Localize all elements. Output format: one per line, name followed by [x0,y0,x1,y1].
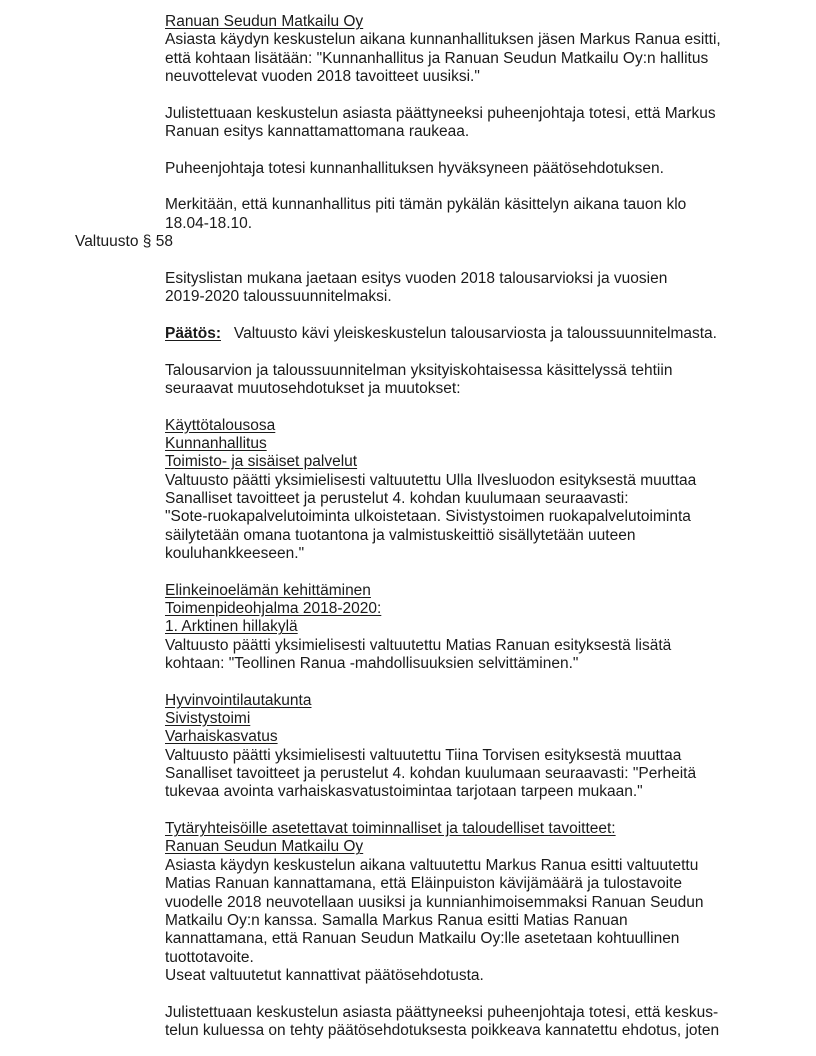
document-line [0,105,816,123]
text-segment: Asiasta käydyn keskustelun aikana kunnanhallituksen jäsen Markus Ranua esitti, [165,31,721,49]
text-segment: kohtaan: "Teollinen Ranua -mahdollisuuksien selvittäminen." [165,655,579,673]
document-line [0,490,816,508]
text-segment: tukevaa avointa varhaiskasvatustoimintaa tarjotaan tarpeen mukaan." [165,783,643,801]
text-segment: Ranuan esitys kannattamattomana raukeaa. [165,123,470,141]
margin-note-line [0,233,816,251]
document-line [0,453,816,471]
blank-line [0,985,816,1003]
heading-text-segment: Kunnanhallitus [165,434,267,452]
document-line [0,31,816,49]
document-line [0,600,816,618]
document-line [0,728,816,746]
document-line [0,196,816,214]
heading-text-segment: Ranuan Seudun Matkailu Oy [165,13,364,30]
blank-line [0,343,816,361]
document-line [0,875,816,893]
text-segment: kouluhankkeeseen." [165,544,305,562]
heading-text-segment: Käyttötalousosa [165,416,276,434]
document-line [0,380,816,398]
document-line [0,417,816,435]
document-line [0,68,816,86]
document-line [0,50,816,68]
document-line [0,820,816,838]
text-segment: Valtuusto kävi yleiskeskustelun talousarviosta ja taloussuunnitelmasta. [221,324,717,342]
document-line [0,912,816,930]
heading-text-segment: 1. Arktinen hillakylä [165,618,298,636]
document-line [0,545,816,563]
heading-text-segment: Tytäryhteisöille asetettavat toiminnalliset ja taloudelliset tavoitteet: [165,820,616,838]
heading-text-segment: Sivistystoimi [165,710,251,728]
text-segment: neuvottelevat vuoden 2018 tavoitteet uusiksi." [165,68,480,86]
heading-text-segment: Toimenpideohjalma 2018-2020: [165,600,382,617]
document-line [0,838,816,856]
text-segment: Puheenjohtaja totesi kunnanhallituksen hyväksyneen päätösehdotuksen. [165,159,664,177]
blank-line [0,307,816,325]
document-line [0,692,816,710]
document-line [0,765,816,783]
heading-text-segment: Elinkeinoelämän kehittäminen [165,581,371,599]
text-segment: Asiasta käydyn keskustelun aikana valtuutettu Markus Ranua esitti valtuutettu [165,856,699,874]
document-line [0,747,816,765]
text-segment: vuodelle 2018 neuvotellaan uusiksi ja kunnianhimoisemmaksi Ranuan Seudun [165,893,704,911]
heading-text-segment: Hyvinvointilautakunta [165,691,312,709]
text-segment: säilytetään omana tuotantona ja valmistuskeittiö sisällytetään uuteen [165,526,636,544]
blank-line [0,86,816,104]
text-segment: Valtuusto päätti yksimielisesti valtuutettu Matias Ranuan esityksestä lisätä [165,636,672,654]
document-line [0,288,816,306]
document-line [0,1004,816,1022]
document-line [0,857,816,875]
document-line [0,270,816,288]
text-segment: 18.04-18.10. [165,214,253,232]
document-line [0,655,816,673]
text-segment: kannattamana, että Ranuan Seudun Matkailu Oy:lle asetetaan kohtuullinen [165,930,680,948]
text-segment: Sanalliset tavoitteet ja perustelut 4. kohdan kuulumaan seuraavasti: "Perheitä [165,765,697,783]
document-line [0,362,816,380]
document-line [0,435,816,453]
document-line [0,215,816,233]
blank-line [0,673,816,691]
text-segment: Sanalliset tavoitteet ja perustelut 4. kohdan kuulumaan seuraavasti: [165,489,629,507]
blank-line [0,563,816,581]
text-segment: 2019-2020 taloussuunnitelmaksi. [165,288,392,306]
text-segment: Useat valtuutetut kannattivat päätösehdotusta. [165,966,484,984]
heading-text-segment: Ranuan Seudun Matkailu Oy [165,838,364,856]
heading-text-segment: Varhaiskasvatus [165,728,278,746]
document-line [0,472,816,490]
text-segment: Esityslistan mukana jaetaan esitys vuoden 2018 talousarvioksi ja vuosien [165,269,668,287]
text-segment: Merkitään, että kunnanhallitus piti tämän pykälän käsittelyn aikana tauon klo [165,196,687,214]
document-line [0,930,816,948]
document-line [0,783,816,801]
text-segment: Talousarvion ja taloussuunnitelman yksityiskohtaisessa käsittelyssä tehtiin [165,361,673,379]
document-line [0,1022,816,1040]
document-line [0,508,816,526]
text-segment: seuraavat muutosehdotukset ja muutokset: [165,379,461,397]
text-segment: Valtuusto päätti yksimielisesti valtuutettu Tiina Torvisen esityksestä muuttaa [165,746,682,764]
blank-line [0,178,816,196]
document-line [0,967,816,985]
text-segment: telun kuluessa on tehty päätösehdotuksesta poikkeava kannatettu ehdotus, joten [165,1021,720,1039]
text-segment: Julistettuaan keskustelun asiasta päättyneeksi puheenjohtaja totesi, että keskus- [165,1003,719,1021]
document-line [0,894,816,912]
blank-line [0,802,816,820]
text-segment: Julistettuaan keskustelun asiasta päättyneeksi puheenjohtaja totesi, että Markus [165,104,716,122]
blank-line [0,398,816,416]
blank-line [0,251,816,269]
text-segment: Matkailu Oy:n kanssa. Samalla Markus Ranua esitti Matias Ranuan [165,911,628,929]
document-line [0,582,816,600]
document-line [0,949,816,967]
document-line [0,123,816,141]
blank-line [0,141,816,159]
heading-text-segment: Toimisto- ja sisäiset palvelut [165,453,358,471]
text-segment: "Sote-ruokapalvelutoiminta ulkoistetaan. Sivistystoimen ruokapalvelutoiminta [165,508,691,526]
text-segment: Valtuusto päätti yksimielisesti valtuutettu Ulla Ilvesluodon esityksestä muuttaa [165,471,697,489]
document-line [0,637,816,655]
document-line [0,618,816,636]
document-line [0,710,816,728]
text-segment: että kohtaan lisätään: "Kunnanhallitus ja Ranuan Seudun Matkailu Oy:n hallitus [165,49,709,67]
document-line [0,325,816,343]
text-segment: tuottotavoite. [165,948,254,966]
text-segment: Matias Ranuan kannattamana, että Eläinpuiston kävijämäärä ja tulostavoite [165,875,682,893]
document-line [0,13,816,31]
document-line [0,160,816,178]
heading-text-segment: Päätös: [165,324,221,342]
document-line [0,527,816,545]
text-segment: Valtuusto § 58 [75,233,173,251]
